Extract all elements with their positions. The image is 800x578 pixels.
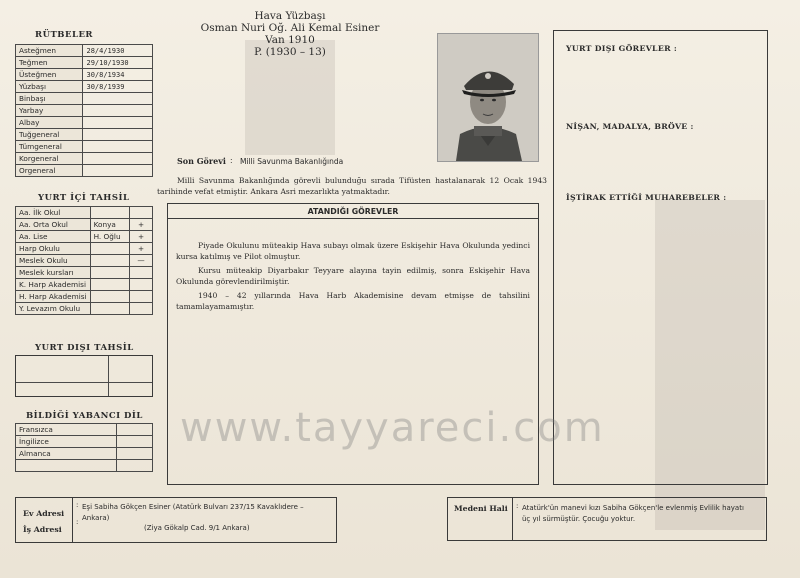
rank-label: Binbaşı <box>16 93 83 105</box>
education-label: Harp Okulu <box>16 243 91 255</box>
education-row <box>16 303 153 315</box>
section-title-foreign-education: YURT DIŞI TAHSİL <box>35 343 134 353</box>
education-label: Aa. İlk Okul <box>16 207 91 219</box>
rank-row <box>16 153 153 165</box>
rank-date: 30/8/1939 <box>83 81 153 93</box>
education-row <box>16 279 153 291</box>
education-row <box>16 255 153 267</box>
education-label: H. Harp Akademisi <box>16 291 91 303</box>
rank-date: 30/8/1934 <box>83 69 153 81</box>
marital-colon: : <box>516 502 519 510</box>
rank-row <box>16 165 153 177</box>
language-level <box>116 460 152 472</box>
section-title-languages: BİLDİĞİ YABANCI DİL <box>26 411 143 421</box>
language-level <box>116 436 152 448</box>
education-label: K. Harp Akademisi <box>16 279 91 291</box>
rank-date: 28/4/1930 <box>83 45 153 57</box>
home-address-colon: : <box>76 501 79 509</box>
rank-label: Tümgeneral <box>16 141 83 153</box>
rank-row <box>16 81 153 93</box>
rank-label: Tuğgeneral <box>16 129 83 141</box>
person-name: Osman Nuri Oğ. Ali Kemal Esiner <box>200 22 380 34</box>
language-label: Almanca <box>16 448 117 460</box>
rank-row <box>16 57 153 69</box>
language-level <box>116 424 152 436</box>
education-place <box>90 303 130 315</box>
education-mark: + <box>130 231 153 243</box>
person-header <box>190 10 390 58</box>
education-label: Aa. Orta Okul <box>16 219 91 231</box>
home-address-label: Ev Adresi <box>23 509 65 518</box>
education-place <box>90 243 130 255</box>
education-place <box>90 291 130 303</box>
duty-paragraph-2: Kursu müteakip Diyarbakır Teyyare alayına tayin edilmiş, sonra Eskişehir Hava Okulunda görevlendirilmiştir. <box>176 266 530 286</box>
education-place: H. Oğlu <box>90 231 130 243</box>
education-mark: + <box>130 219 153 231</box>
rank-label: Üsteğmen <box>16 69 83 81</box>
education-place: Konya <box>90 219 130 231</box>
rank-row <box>16 69 153 81</box>
rank-label: Teğmen <box>16 57 83 69</box>
duty-paragraph-3: 1940 – 42 yıllarında Hava Harb Akademisine devam etmişse de tahsilini tamamlayamamıştır. <box>176 291 530 311</box>
languages-table <box>15 423 153 472</box>
person-origin: Van 1910 <box>265 34 315 46</box>
education-label: Meslek Okulu <box>16 255 91 267</box>
last-post-label: Son Görevi <box>177 156 226 166</box>
education-mark: + <box>130 243 153 255</box>
language-row <box>16 424 153 436</box>
section-title-domestic-education: YURT İÇİ TAHSİL <box>38 193 130 203</box>
work-address-colon: : <box>76 518 79 526</box>
education-mark <box>130 267 153 279</box>
rank-date <box>83 93 153 105</box>
last-post-value: Milli Savunma Bakanlığında <box>240 157 344 166</box>
education-row <box>16 207 153 219</box>
education-row <box>16 231 153 243</box>
rank-date: 29/10/1930 <box>83 57 153 69</box>
language-level <box>116 448 152 460</box>
marital-value: Atatürk'ün manevi kızı Sabiha Gökçen'le evlenmiş Evlilik hayatı üç yıl sürmüştür. Çocuğu yoktur. <box>522 504 744 523</box>
section-title-ranks: RÜTBELER <box>35 30 93 40</box>
rank-row <box>16 105 153 117</box>
work-address-label: İş Adresi <box>23 525 62 534</box>
rank-label: Asteğmen <box>16 45 83 57</box>
home-address-value: Eşi Sabiha Gökçen Esiner (Atatürk Bulvarı 237/15 Kavaklıdere – Ankara) <box>82 503 304 522</box>
person-rank: Hava Yüzbaşı <box>254 10 326 22</box>
rank-row <box>16 45 153 57</box>
marital-box <box>447 497 767 541</box>
watermark-text: www.tayyareci.com <box>180 405 605 451</box>
medals-title: NİŞAN, MADALYA, BRÖVE : <box>566 122 694 131</box>
education-mark <box>130 303 153 315</box>
death-paragraph: Milli Savunma Bakanlığında görevli bulunduğu sırada Tifüsten hastalanarak 12 Ocak 1943 tarihinde vefat etmiştir. Ankara Asri mezarlıkta yatmaktadır. <box>157 176 547 196</box>
education-mark <box>130 291 153 303</box>
language-label: Fransızca <box>16 424 117 436</box>
education-table <box>15 206 153 315</box>
rank-date <box>83 153 153 165</box>
duty-paragraph-1: Piyade Okulunu müteakip Hava subayı olmak üzere Eskişehir Hava Okulunda yedinci kursa katılmış ve Pilot olmuştur. <box>176 241 530 261</box>
rank-date <box>83 141 153 153</box>
education-mark <box>130 279 153 291</box>
language-label <box>16 460 117 472</box>
education-mark: — <box>130 255 153 267</box>
battles-title: İŞTİRAK ETTİĞİ MUHAREBELER : <box>566 193 727 202</box>
ranks-table <box>15 44 153 177</box>
rank-label: Yüzbaşı <box>16 81 83 93</box>
language-label: İngilizce <box>16 436 117 448</box>
education-row <box>16 243 153 255</box>
rank-label: Korgeneral <box>16 153 83 165</box>
address-box <box>15 497 337 543</box>
language-row <box>16 436 153 448</box>
foreign-education-box <box>15 355 153 397</box>
duties-title: ATANDIĞI GÖREVLER <box>307 207 399 216</box>
education-label: Aa. Lise <box>16 231 91 243</box>
language-row <box>16 460 153 472</box>
rank-label: Orgeneral <box>16 165 83 177</box>
education-place <box>90 255 130 267</box>
rank-label: Yarbay <box>16 105 83 117</box>
education-label: Y. Levazım Okulu <box>16 303 91 315</box>
rank-row <box>16 93 153 105</box>
education-place <box>90 267 130 279</box>
rank-row <box>16 117 153 129</box>
work-address-value: (Ziya Gökalp Cad. 9/1 Ankara) <box>144 524 250 532</box>
rank-date <box>83 105 153 117</box>
education-row <box>16 219 153 231</box>
last-post-colon: : <box>230 156 233 165</box>
rank-row <box>16 141 153 153</box>
rank-date <box>83 165 153 177</box>
rank-date <box>83 129 153 141</box>
foreign-duties-title: YURT DIŞI GÖREVLER : <box>566 44 678 53</box>
language-row <box>16 448 153 460</box>
education-row <box>16 291 153 303</box>
education-place <box>90 279 130 291</box>
education-row <box>16 267 153 279</box>
portrait-photo <box>437 33 539 162</box>
education-place <box>90 207 130 219</box>
rank-label: Albay <box>16 117 83 129</box>
marital-label: Medeni Hali <box>454 504 508 513</box>
education-mark <box>130 207 153 219</box>
rank-row <box>16 129 153 141</box>
rank-date <box>83 117 153 129</box>
education-label: Meslek kursları <box>16 267 91 279</box>
person-code: P. (1930 – 13) <box>254 46 326 58</box>
